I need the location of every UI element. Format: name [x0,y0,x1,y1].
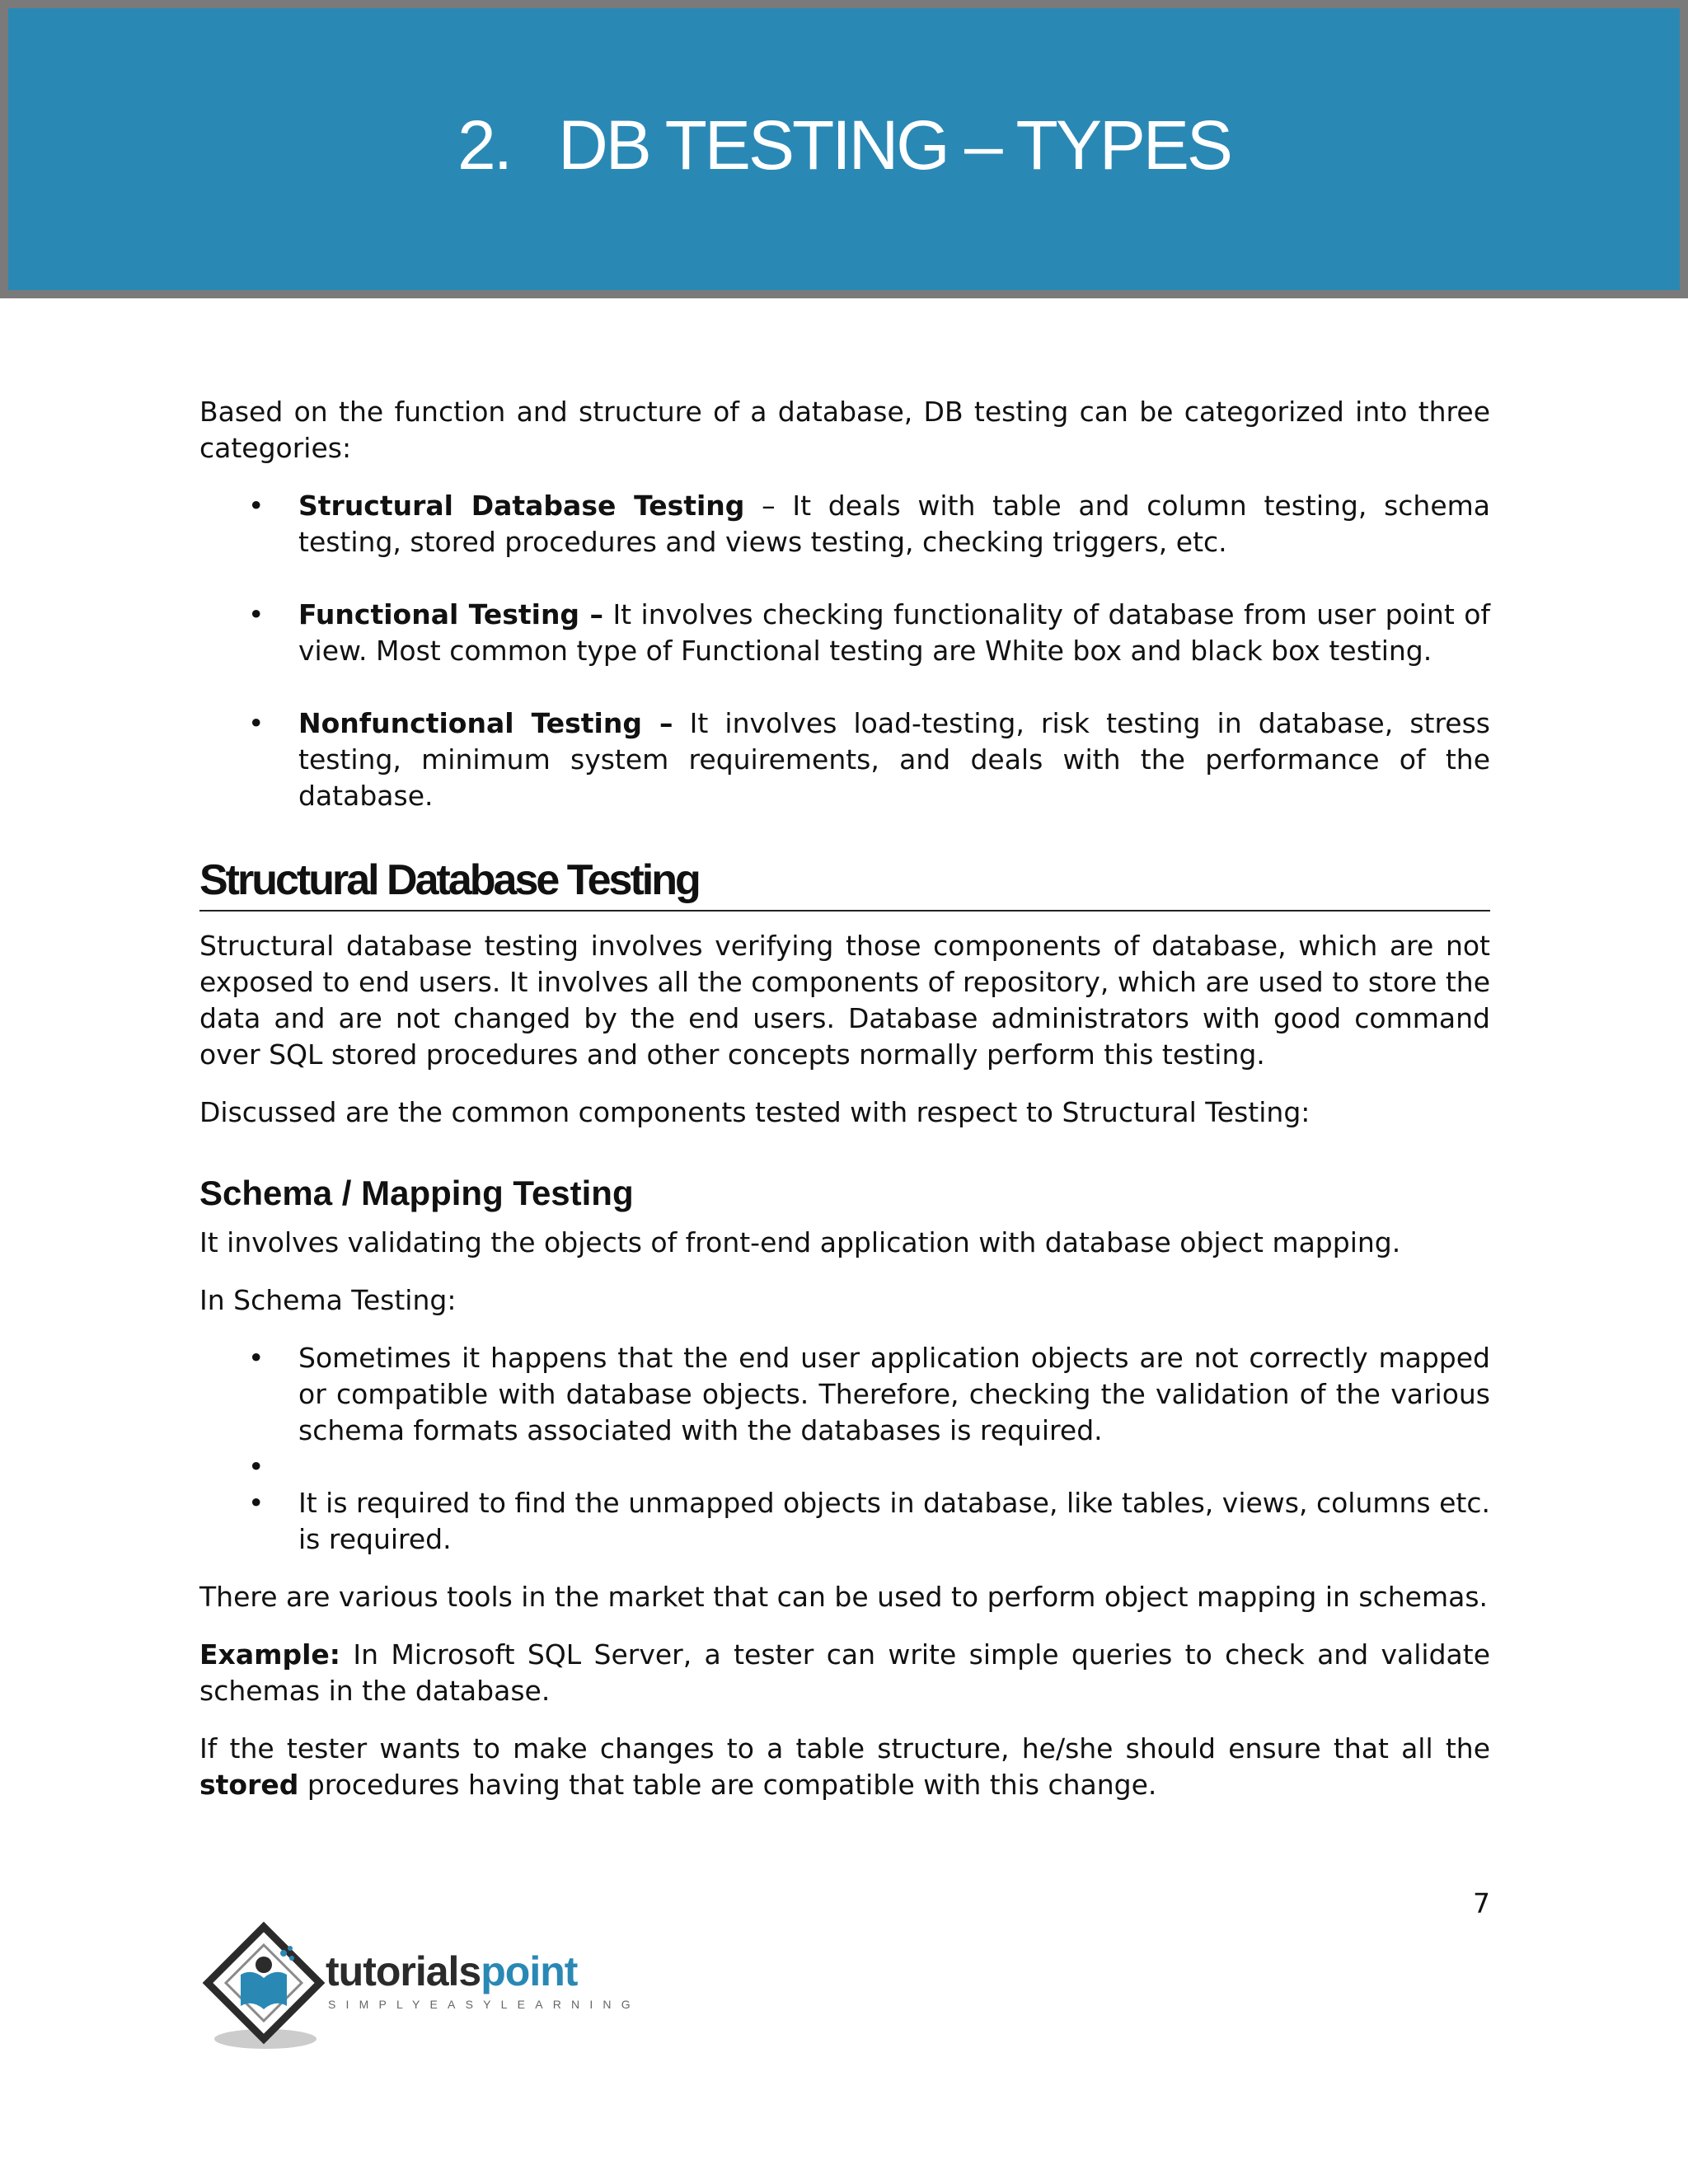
logo-wordmark [326,1948,577,1994]
logo-word-point: point [481,1948,578,1994]
bullet-icon: • [248,1487,265,1519]
logo-diamond-icon [198,1920,330,2052]
bullet-icon: • [248,490,265,522]
chapter-banner [0,0,1688,298]
list-item [199,1340,1490,1449]
intro-paragraph: Based on the function and structure of a database, DB testing can be categorized into three categories: [199,396,1490,464]
list-item [199,1449,1490,1485]
tutorialspoint-logo [198,1920,643,2052]
list-item-text: It involves load-testing, risk testing in database, stress testing, minimum system requirements, and deals with the performance of the database. [298,707,1490,812]
subsection-heading-schema: Schema / Mapping Testing [199,1174,634,1212]
list-item-text: It deals with table and column testing, schema testing, stored procedures and views testing, checking triggers, etc. [298,490,1491,558]
list-item-separator [673,707,690,739]
final-text-end: procedures having that table are compatible with this change. [298,1769,1157,1801]
list-item [199,488,1490,560]
final-text-start: If the tester wants to make changes to a table structure, he/she should ensure that all the [199,1732,1490,1765]
structural-components-intro: Discussed are the common components tested with respect to Structural Testing: [199,1096,1311,1128]
schema-testing-intro: In Schema Testing: [199,1284,457,1316]
list-item-title: Structural Database Testing [298,490,745,522]
list-item-title: Nonfunctional Testing – [298,707,673,739]
final-text-bold: stored [199,1769,299,1801]
schema-paragraph: It involves validating the objects of front-end application with database object mapping. [199,1226,1401,1258]
list-item-separator: – [744,490,793,522]
section-heading-structural: Structural Database Testing [199,855,1490,912]
testing-types-list [199,488,1490,814]
page-content [199,394,1490,1825]
list-item [199,597,1490,669]
bullet-icon: • [248,1451,265,1483]
example-text: In Microsoft SQL Server, a tester can write simple queries to check and validate schemas in the database. [199,1638,1490,1707]
list-item [199,705,1490,814]
list-item [199,1485,1490,1558]
example-paragraph [199,1637,1490,1709]
bullet-icon: • [248,598,265,630]
final-paragraph [199,1731,1490,1803]
page-number: 7 [1473,1887,1490,1919]
chapter-title [8,105,1680,185]
list-item-text: It involves checking functionality of database from user point of view. Most common type of Functional testing are White box and black box testing. [298,598,1490,667]
chapter-number: 2. [457,106,511,184]
tools-paragraph: There are various tools in the market that can be used to perform object mapping in schemas. [199,1581,1489,1613]
list-item-title: Functional Testing – [298,598,603,630]
list-item-text: Sometimes it happens that the end user application objects are not correctly mapped or compatible with database objects. Therefore, checking the validation of the various schema formats associated with the databases is required. [298,1342,1490,1446]
list-item-text: It is required to find the unmapped objects in database, like tables, views, columns etc. is required. [298,1487,1490,1555]
logo-word-tutorials: tutorials [326,1948,481,1994]
example-label: Example: [199,1638,340,1671]
logo-tagline: SIMPLYEASYLEARNING [328,1998,640,2011]
schema-bullet-list [199,1340,1490,1558]
bullet-icon: • [248,707,265,739]
chapter-title-text: DB TESTING – TYPES [558,106,1231,184]
bullet-icon: • [248,1342,265,1374]
structural-paragraph: Structural database testing involves verifying those components of database, which are not exposed to end users. It involves all the components of repository, which are used to store the data and are not changed by the end users. Database administrators with good command over SQL stored procedures and other concepts normally perform this testing. [199,930,1490,1071]
list-item-separator [603,598,612,630]
